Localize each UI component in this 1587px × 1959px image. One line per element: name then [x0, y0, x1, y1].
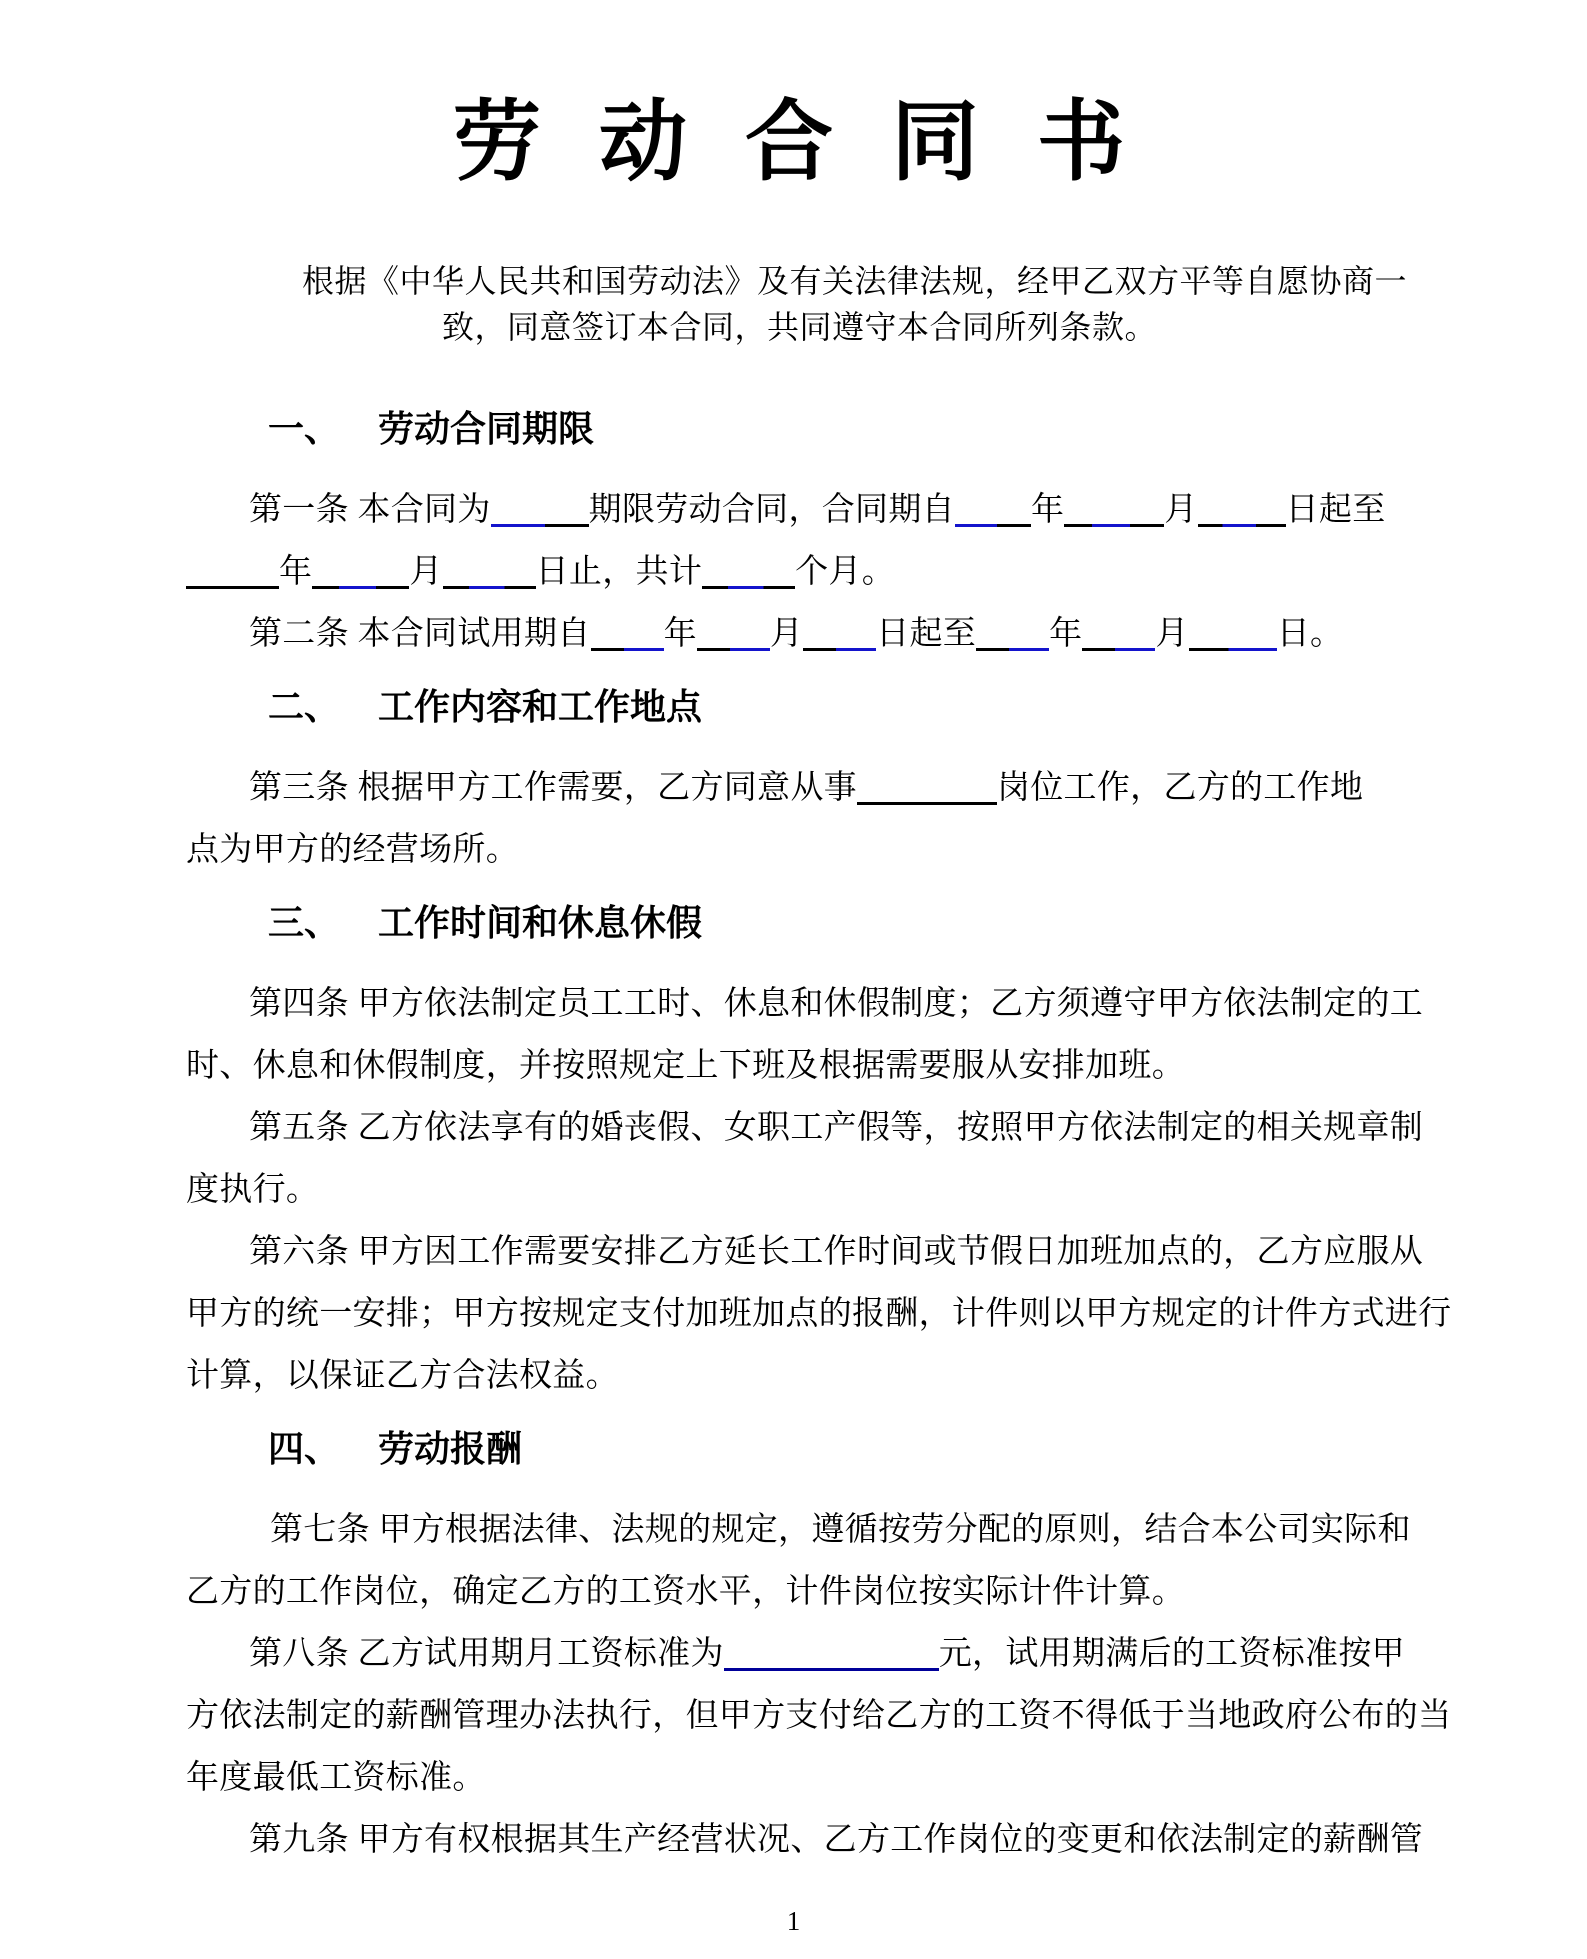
clause-3-text: 岗位工作，乙方的工作地 — [996, 770, 1364, 806]
blank-probation-end-month[interactable] — [1082, 618, 1155, 651]
section-2-number: 二、 — [268, 687, 341, 727]
section-1-number: 一、 — [268, 409, 341, 449]
clause-3-line-2: 点为甲方的经营场所。 — [186, 832, 519, 868]
blank-probation-salary[interactable] — [724, 1638, 939, 1671]
blank-end-year[interactable] — [186, 556, 279, 589]
clause-1-text: 日起至 — [1285, 492, 1386, 528]
clause-1-text: 第一条 本合同为 — [249, 492, 491, 528]
clause-1-text: 月 — [1164, 492, 1198, 528]
intro-line-2: 致，同意签订本合同，共同遵守本合同所列条款。 — [442, 309, 1158, 345]
clause-6-line-1: 第六条 甲方因工作需要安排乙方延长工作时间或节假日加班加点的，乙方应服从 — [249, 1234, 1424, 1270]
blank-start-month[interactable] — [1064, 494, 1164, 527]
clause-2-text: 日起至 — [876, 616, 977, 652]
section-2-title: 工作内容和工作地点 — [378, 687, 703, 727]
clause-5-line-1: 第五条 乙方依法享有的婚丧假、女职工产假等，按照甲方依法制定的相关规章制 — [249, 1110, 1424, 1146]
blank-probation-start-month[interactable] — [697, 618, 770, 651]
clause-2-text: 第二条 本合同试用期自 — [249, 616, 591, 652]
blank-job-position[interactable] — [857, 772, 997, 805]
clause-1-line-2 — [186, 541, 1450, 603]
blank-start-day[interactable] — [1198, 494, 1286, 527]
clause-2-text: 年 — [1049, 616, 1083, 652]
blank-probation-end-day[interactable] — [1189, 618, 1277, 651]
clause-5-line-2: 度执行。 — [186, 1172, 320, 1208]
blank-total-months[interactable] — [702, 556, 795, 589]
section-heading-3 — [268, 899, 1450, 947]
clause-1-text: 年 — [1030, 492, 1065, 528]
blank-contract-term-type[interactable] — [491, 494, 589, 527]
clause-9-line-1: 第九条 甲方有权根据其生产经营状况、乙方工作岗位的变更和依法制定的薪酬管 — [249, 1822, 1424, 1858]
section-3-number: 三、 — [268, 903, 341, 943]
clause-3-line-1 — [186, 757, 1450, 819]
clause-4-line-1: 第四条 甲方依法制定员工工时、休息和休假制度；乙方须遵守甲方依法制定的工 — [249, 986, 1424, 1022]
blank-end-day[interactable] — [443, 556, 536, 589]
clause-6-line-3: 计算，以保证乙方合法权益。 — [186, 1358, 619, 1394]
clause-7-line-1: 第七条 甲方根据法律、法规的规定，遵循按劳分配的原则，结合本公司实际和 — [270, 1512, 1411, 1548]
clause-8-text: 第八条 乙方试用期月工资标准为 — [249, 1636, 724, 1672]
clause-4-line-2: 时、休息和休假制度，并按照规定上下班及根据需要服从安排加班。 — [186, 1048, 1185, 1084]
clause-8-line-2: 方依法制定的薪酬管理办法执行，但甲方支付给乙方的工资不得低于当地政府公布的当 — [186, 1698, 1452, 1734]
clause-6-line-2: 甲方的统一安排；甲方按规定支付加班加点的报酬，计件则以甲方规定的计件方式进行 — [186, 1296, 1452, 1332]
section-4-title: 劳动报酬 — [378, 1429, 523, 1469]
clause-7-line-2: 乙方的工作岗位，确定乙方的工资水平，计件岗位按实际计件计算。 — [186, 1574, 1185, 1610]
clause-1-line-1 — [186, 479, 1450, 541]
section-3-title: 工作时间和休息休假 — [378, 903, 703, 943]
section-heading-4 — [268, 1425, 1450, 1473]
blank-end-month[interactable] — [312, 556, 409, 589]
blank-start-year[interactable] — [955, 494, 1031, 527]
clause-2-text: 月 — [1155, 616, 1189, 652]
section-heading-2 — [268, 683, 1450, 731]
page-number: 1 — [786, 1906, 801, 1936]
blank-probation-start-year[interactable] — [591, 618, 664, 651]
intro-line-1: 根据《中华人民共和国劳动法》及有关法律法规，经甲乙双方平等自愿协商一 — [302, 263, 1408, 299]
clause-3-text: 第三条 根据甲方工作需要，乙方同意从事 — [249, 770, 857, 806]
clause-1-text: 期限劳动合同，合同期自 — [588, 492, 955, 528]
clause-2-line-1 — [186, 603, 1450, 665]
section-heading-1 — [268, 405, 1450, 453]
clause-2-text: 年 — [663, 616, 697, 652]
section-1-title: 劳动合同期限 — [378, 409, 595, 449]
clause-8-text: 元，试用期满后的工资标准按甲 — [938, 1636, 1405, 1672]
clause-8-line-1 — [186, 1623, 1450, 1685]
clause-1-text: 月 — [409, 554, 443, 590]
section-4-number: 四、 — [268, 1429, 341, 1469]
blank-probation-start-day[interactable] — [803, 618, 876, 651]
clause-1-text: 年 — [279, 554, 313, 590]
clause-2-text: 日。 — [1276, 616, 1344, 652]
clause-8-line-3: 年度最低工资标准。 — [186, 1760, 486, 1796]
clause-1-text: 个月。 — [795, 554, 896, 590]
blank-probation-end-year[interactable] — [976, 618, 1049, 651]
clause-1-text: 日止，共计 — [535, 554, 703, 590]
document-title: 劳动合同书 — [452, 95, 1183, 192]
clause-2-text: 月 — [769, 616, 804, 652]
